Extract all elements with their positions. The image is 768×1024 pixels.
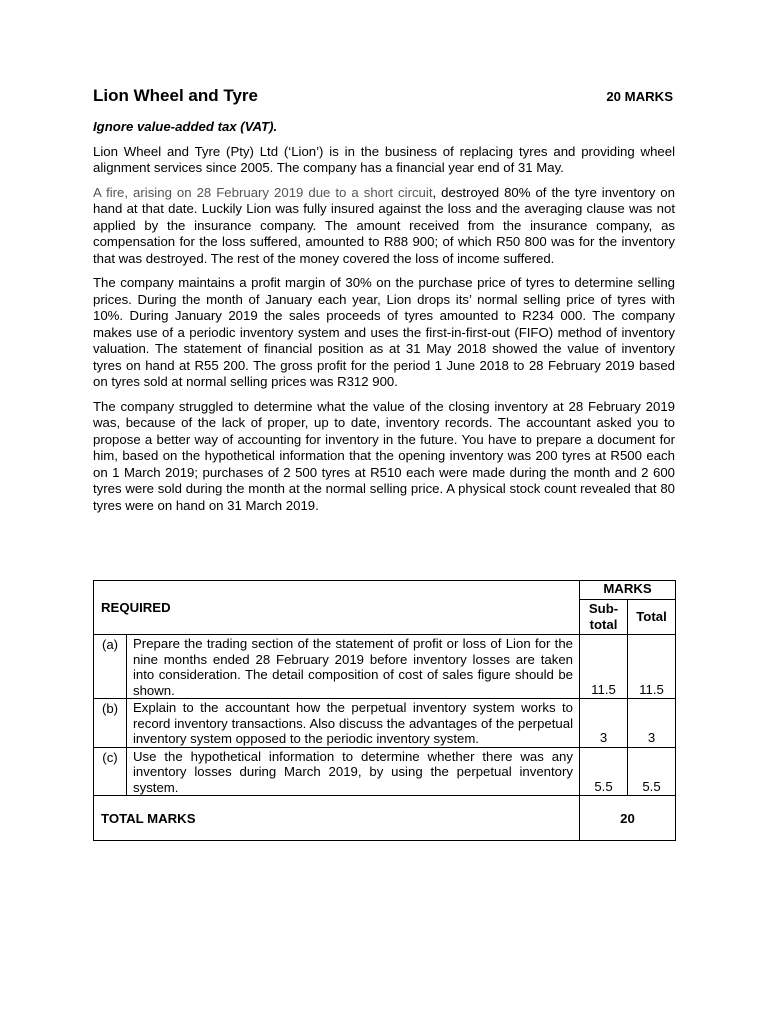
row-subtotal: 3 xyxy=(580,699,628,748)
title-row xyxy=(93,86,675,110)
row-subtotal: 5.5 xyxy=(580,747,628,796)
row-text: Explain to the accountant how the perpetual inventory system works to record inventory transactions. Also discuss the advantages of the perpetual inventory system opposed to the periodic inventory system. xyxy=(127,699,580,748)
row-number: (c) xyxy=(94,747,127,796)
table-row xyxy=(94,747,676,796)
paragraph-inventory: The company struggled to determine what the value of the closing inventory at 28 February 2019 was, because of the lack of proper, up to date, inventory records. The accountant asked you to propose a better way of accounting for inventory in the future. You have to prepare a document for him, based on the hypothetical information that the opening inventory was 200 tyres at R500 each on 1 March 2019; purchases of 2 500 tyres at R510 each were made during the month and 2 600 tyres were sold during the month at the normal selling price. A physical stock count revealed that 80 tyres were on hand on 31 March 2019. xyxy=(93,398,675,513)
row-subtotal: 11.5 xyxy=(580,635,628,699)
table-row xyxy=(94,635,676,699)
total-marks-label: TOTAL MARKS xyxy=(94,796,580,841)
row-total: 11.5 xyxy=(628,635,676,699)
row-text: Use the hypothetical information to determine whether there was any inventory losses during March 2019, by using the perpetual inventory system. xyxy=(127,747,580,796)
document-page xyxy=(93,86,675,514)
paragraph-profit-margin: The company maintains a profit margin of 30% on the purchase price of tyres to determine selling prices. During the month of January each year, Lion drops its’ normal selling price of tyres with 10%. During January 2019 the sales proceeds of tyres amounted to R234 000. The company makes use of a periodic inventory system and uses the first-in-first-out (FIFO) method of inventory valuation. The statement of financial position as at 31 May 2018 showed the value of inventory tyres on hand at R55 200. The gross profit for the period 1 June 2018 to 28 February 2019 based on tyres sold at normal selling prices was R312 900. xyxy=(93,275,675,389)
required-table xyxy=(93,580,676,841)
marks-header: MARKS xyxy=(580,581,676,600)
row-total: 5.5 xyxy=(628,747,676,796)
subtotal-header: Sub-total xyxy=(580,600,628,635)
row-text: Prepare the trading section of the statement of profit or loss of Lion for the nine months ended 28 February 2019 before inventory losses are taken into consideration. The detail composition of cost of sales figure should be shown. xyxy=(127,635,580,699)
row-total: 3 xyxy=(628,699,676,748)
paragraph-fire-lead: A fire, arising on 28 February 2019 due to a short circuit xyxy=(93,184,433,200)
row-number: (a) xyxy=(94,635,127,699)
paragraph-fire xyxy=(93,185,675,268)
total-marks-row xyxy=(94,796,676,841)
total-header: Total xyxy=(628,600,676,635)
marks-badge: 20 MARKS xyxy=(606,89,673,104)
paragraph-fire-rest: , destroyed 80% of the tyre inventory on hand at that date. Luckily Lion was fully insured against the loss and the averaging clause was not applied by the insurance company. The amount received from the insurance company, as compensation for the loss suffered, amounted to R88 900; of which R50 800 was for the inventory that was destroyed. The rest of the money covered the loss of income suffered. xyxy=(93,184,675,266)
required-header: REQUIRED xyxy=(94,581,580,635)
instruction-note: Ignore value-added tax (VAT). xyxy=(93,119,278,134)
total-marks-value: 20 xyxy=(580,796,676,841)
page-title: Lion Wheel and Tyre xyxy=(93,86,258,105)
table-row xyxy=(94,699,676,748)
row-number: (b) xyxy=(94,699,127,748)
paragraph-intro: Lion Wheel and Tyre (Pty) Ltd (‘Lion’) is in the business of replacing tyres and providing wheel alignment services since 2005. The company has a financial year end of 31 May. xyxy=(93,143,675,175)
